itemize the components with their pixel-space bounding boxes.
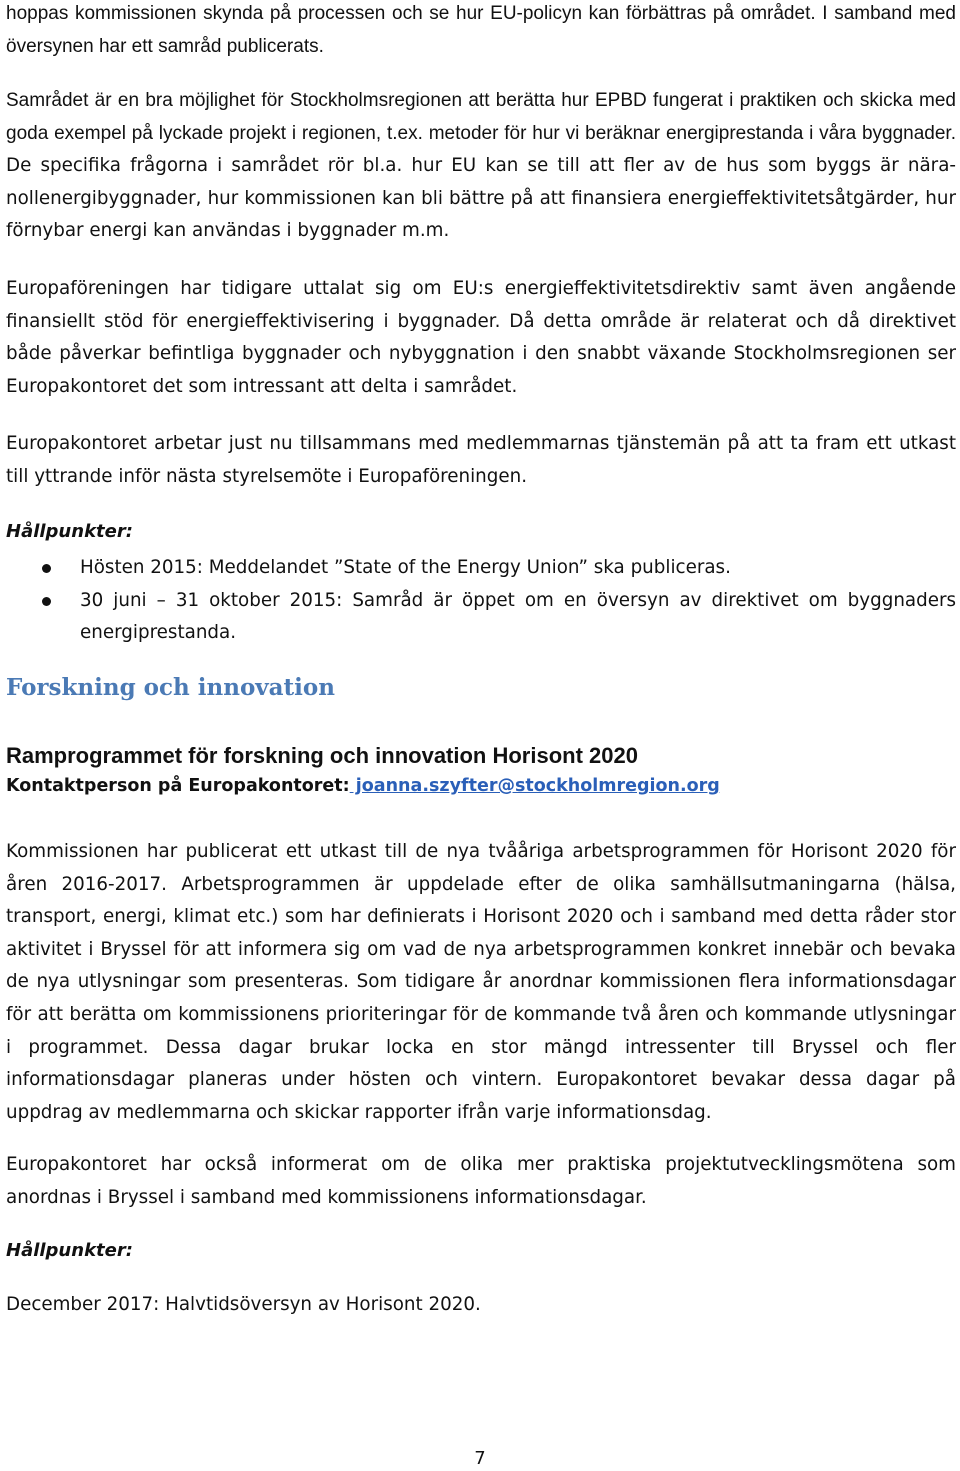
hallpunkter-label: Hållpunkter: [6,521,133,542]
subheading-block [6,743,956,769]
paragraph-text: Kommissionen har publicerat ett utkast till de nya tvååriga arbetsprogrammen för Horisont 2020 för åren 2016-2017. Arbetsprogrammen är uppdelade efter de olika samhällsutmaningarna (hälsa, transport, energi, klimat etc.) som har definierats i Horisont 2020 och i samband med detta råder stor aktivitet i Bryssel för att informera sig om vad de nya arbetsprogrammen konkret innebär och bevaka de nya utlysningar som presenteras. Som tidigare år anordnar kommissionen flera informationsdagar för att berätta om kommissionens prioriteringar för de kommande två åren och kommande utlysningar i programmet. Dessa dagar brukar locka en stor mängd intressenter till Bryssel och fler informationsdagar planeras under hösten och vintern. Europakontoret bevakar dessa dagar på uppdrag av medlemmarna och skickar rapporter ifrån varje informationsdag. [6,841,956,1123]
page-number: 7 [474,1448,486,1469]
hallpunkter-heading-2 [6,1240,956,1261]
paragraph-text: hoppas kommissionen skynda på processen och se hur EU-policyn kan förbättras på området. I samband med översynen har ett samråd publicerats. [6,3,956,57]
list-item [6,552,956,585]
hallpunkter-label: Hållpunkter: [6,1240,133,1261]
program-subheading: Ramprogrammet för forskning och innovation Horisont 2020 [6,743,638,768]
bullet-list [6,552,956,650]
paragraph-text-part-a: Samrådet är en bra möjlighet för Stockholmsregionen att berätta hur EPBD fungerat i praktiken och skicka med goda exempel på lyckade projekt i regionen, t.ex. metoder för hur vi beräknar energiprestanda i våra byggnader. [6,90,956,144]
paragraph-projektutveckling [6,1149,956,1214]
paragraph-text: Europakontoret arbetar just nu tillsammans med medlemmarnas tjänstemän på att ta fram ett utkast till yttrande inför nästa styrelsemöte i Europaföreningen. [6,433,956,487]
bullet-icon [42,564,51,573]
section-heading-block [6,674,956,701]
final-line-block [6,1289,956,1322]
paragraph-europaforeningen [6,273,956,403]
paragraph-arbetsprogram [6,836,956,1129]
hallpunkter-heading-1 [6,521,956,542]
milestone-text: December 2017: Halvtidsöversyn av Horisont 2020. [6,1294,481,1315]
paragraph-utkast [6,428,956,493]
list-item-text: Hösten 2015: Meddelandet ”State of the Energy Union” ska publiceras. [80,557,731,578]
paragraph-intro [6,0,956,63]
list-item [6,585,956,650]
bullet-icon [42,597,51,606]
paragraph-text-part-b: De specifika frågorna i samrådet rör bl.a. hur EU kan se till att fler av de hus som byggs är nära-nollenergibyggnader, hur kommissionen kan bli bättre på att finansiera energieffektivitetsåtgärder, hur förnybar energi kan användas i byggnader m.m. [6,155,956,242]
contact-block [6,776,956,796]
list-item-text: 30 juni – 31 oktober 2015: Samråd är öppet om en översyn av direktivet om byggnaders energiprestanda. [80,589,956,644]
paragraph-text [6,85,956,248]
contact-email-link[interactable]: joanna.szyfter@stockholmregion.org [349,776,720,796]
contact-label: Kontaktperson på Europakontoret: [6,776,350,796]
paragraph-text: Europaföreningen har tidigare uttalat sig om EU:s energieffektivitetsdirektiv samt även angående finansiellt stöd för energieffektivisering i byggnader. Då detta område är relaterat och då direktivet både påverkar befintliga byggnader och nybyggnation i den snabbt växande Stockholmsregionen ser Europakontoret det som intressant att delta i samrådet. [6,278,956,397]
paragraph-text: Europakontoret har också informerat om de olika mer praktiska projektutvecklingsmötena som anordnas i Bryssel i samband med kommissionens informationsdagar. [6,1154,956,1208]
contact-line [6,776,956,796]
paragraph-samradet [6,85,956,248]
section-heading: Forskning och innovation [6,674,335,701]
